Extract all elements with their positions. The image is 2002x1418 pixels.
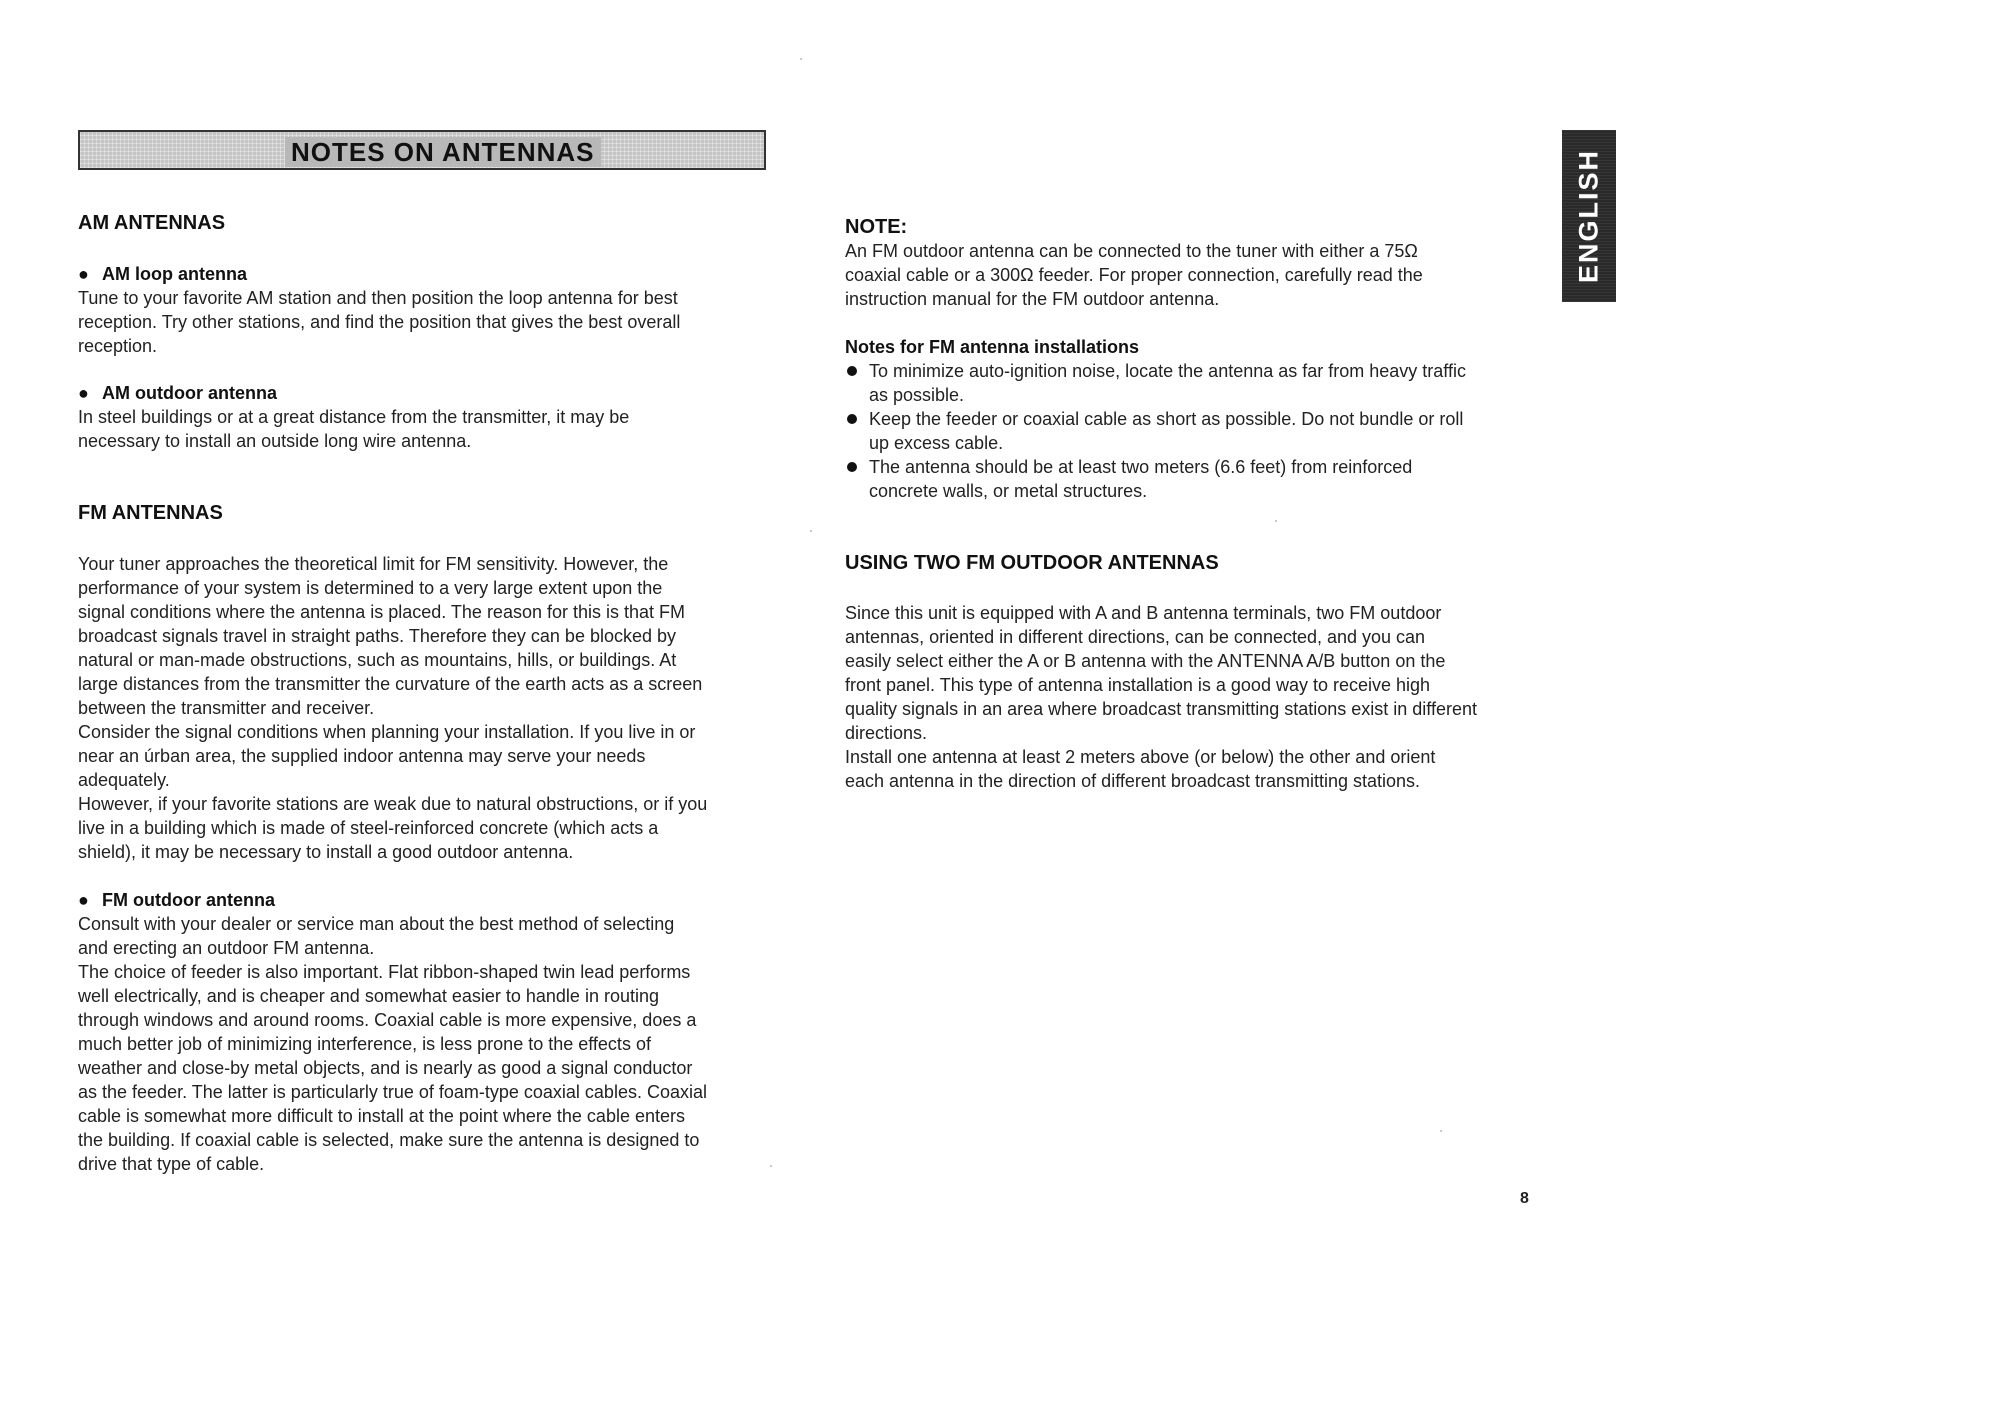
fm-outdoor-heading xyxy=(78,888,707,912)
two-fm-line: directions. xyxy=(845,723,928,743)
fm-intro-line: However, if your favorite stations are weak due to natural obstructions, or if you xyxy=(78,794,708,814)
bullet-icon: ● xyxy=(78,383,89,403)
fm-outdoor-line: The choice of feeder is also important. Flat ribbon-shaped twin lead performs xyxy=(78,962,691,982)
am-outdoor-line: In steel buildings or at a great distance from the transmitter, it may be xyxy=(78,407,630,427)
am-outdoor-section xyxy=(78,381,629,453)
list-item xyxy=(845,359,1466,407)
am-antennas-heading: AM ANTENNAS xyxy=(78,212,226,234)
list-item-line: up excess cable. xyxy=(869,433,1004,453)
note-line: An FM outdoor antenna can be connected to the tuner with either a 75Ω xyxy=(845,241,1418,261)
title-banner xyxy=(78,130,766,170)
fm-intro-line: large distances from the transmitter the curvature of the earth acts as a screen xyxy=(78,674,703,694)
bullet-icon: ● xyxy=(78,264,89,284)
language-tab-label: ENGLISH xyxy=(1573,148,1604,284)
am-loop-heading xyxy=(78,262,680,286)
install-notes-section xyxy=(845,335,1466,503)
fm-outdoor-line: well electrically, and is cheaper and somewhat easier to handle in routing xyxy=(78,986,659,1006)
two-fm-line: front panel. This type of antenna installation is a good way to receive high xyxy=(845,675,1431,695)
two-fm-line: Since this unit is equipped with A and B antenna terminals, two FM outdoor xyxy=(845,603,1442,623)
bullet-icon xyxy=(847,366,857,376)
two-fm-antennas-heading: USING TWO FM OUTDOOR ANTENNAS xyxy=(845,552,1219,574)
fm-outdoor-line: through windows and around rooms. Coaxial cable is more expensive, does a xyxy=(78,1010,697,1030)
page-title: NOTES ON ANTENNAS xyxy=(285,137,601,167)
bullet-icon xyxy=(847,414,857,424)
fm-outdoor-line: Consult with your dealer or service man about the best method of selecting xyxy=(78,914,675,934)
fm-intro-line: Consider the signal conditions when planning your installation. If you live in or xyxy=(78,722,696,742)
scan-speck xyxy=(1440,1130,1442,1132)
bullet-icon: ● xyxy=(78,890,89,910)
list-item xyxy=(845,407,1466,455)
fm-outdoor-line: the building. If coaxial cable is selected, make sure the antenna is designed to xyxy=(78,1130,700,1150)
scan-speck xyxy=(1275,520,1277,522)
list-item-line: Keep the feeder or coaxial cable as short as possible. Do not bundle or roll xyxy=(869,409,1464,429)
note-section xyxy=(845,215,1423,311)
fm-intro-line: between the transmitter and receiver. xyxy=(78,698,375,718)
fm-outdoor-line: as the feeder. The latter is particularly true of foam-type coaxial cables. Coaxial xyxy=(78,1082,707,1102)
install-notes-list xyxy=(845,359,1466,503)
two-fm-antennas-section xyxy=(845,601,1477,793)
install-notes-heading: Notes for FM antenna installations xyxy=(845,337,1140,357)
list-item-line: To minimize auto-ignition noise, locate the antenna as far from heavy traffic xyxy=(869,361,1466,381)
fm-intro-line: live in a building which is made of steel-reinforced concrete (which acts a xyxy=(78,818,659,838)
fm-intro-line: near an úrban area, the supplied indoor antenna may serve your needs xyxy=(78,746,646,766)
fm-antennas-heading: FM ANTENNAS xyxy=(78,502,223,524)
am-outdoor-heading xyxy=(78,381,629,405)
am-outdoor-line: necessary to install an outside long wire antenna. xyxy=(78,431,472,451)
list-item-line: as possible. xyxy=(869,385,965,405)
am-loop-line: reception. xyxy=(78,336,158,356)
fm-intro-line: Your tuner approaches the theoretical limit for FM sensitivity. However, the xyxy=(78,554,669,574)
language-tab xyxy=(1562,130,1616,302)
list-item xyxy=(845,455,1466,503)
am-loop-line: reception. Try other stations, and find the position that gives the best overall xyxy=(78,312,681,332)
fm-outdoor-line: cable is somewhat more difficult to install at the point where the cable enters xyxy=(78,1106,685,1126)
scan-speck xyxy=(770,1165,772,1167)
page-number: 8 xyxy=(1520,1190,1529,1207)
am-loop-line: Tune to your favorite AM station and then position the loop antenna for best xyxy=(78,288,678,308)
fm-intro-line: adequately. xyxy=(78,770,170,790)
fm-intro-line: broadcast signals travel in straight paths. Therefore they can be blocked by xyxy=(78,626,677,646)
fm-outdoor-heading-text: FM outdoor antenna xyxy=(102,890,275,910)
list-item-line: concrete walls, or metal structures. xyxy=(869,481,1148,501)
fm-outdoor-section xyxy=(78,888,707,1176)
two-fm-line: antennas, oriented in different directions, can be connected, and you can xyxy=(845,627,1426,647)
fm-intro-line: signal conditions where the antenna is placed. The reason for this is that FM xyxy=(78,602,686,622)
two-fm-line: quality signals in an area where broadcast transmitting stations exist in different xyxy=(845,699,1478,719)
am-outdoor-heading-text: AM outdoor antenna xyxy=(102,383,277,403)
fm-intro-line: natural or man-made obstructions, such as mountains, hills, or buildings. At xyxy=(78,650,677,670)
bullet-icon xyxy=(847,462,857,472)
fm-intro-line: performance of your system is determined to a very large extent upon the xyxy=(78,578,663,598)
two-fm-line: easily select either the A or B antenna with the ANTENNA A/B button on the xyxy=(845,651,1446,671)
scan-speck xyxy=(810,530,812,532)
am-loop-section xyxy=(78,262,680,358)
am-loop-heading-text: AM loop antenna xyxy=(102,264,247,284)
fm-outdoor-line: and erecting an outdoor FM antenna. xyxy=(78,938,375,958)
two-fm-line: Install one antenna at least 2 meters above (or below) the other and orient xyxy=(845,747,1436,767)
note-heading: NOTE: xyxy=(845,216,908,238)
fm-outdoor-line: much better job of minimizing interference, is less prone to the effects of xyxy=(78,1034,651,1054)
fm-outdoor-line: drive that type of cable. xyxy=(78,1154,265,1174)
scan-speck xyxy=(800,58,802,60)
fm-outdoor-line: weather and close-by metal objects, and is nearly as good a signal conductor xyxy=(78,1058,693,1078)
fm-intro-section xyxy=(78,552,707,864)
note-line: instruction manual for the FM outdoor antenna. xyxy=(845,289,1220,309)
two-fm-line: each antenna in the direction of different broadcast transmitting stations. xyxy=(845,771,1421,791)
list-item-line: The antenna should be at least two meters (6.6 feet) from reinforced xyxy=(869,457,1413,477)
note-line: coaxial cable or a 300Ω feeder. For proper connection, carefully read the xyxy=(845,265,1423,285)
fm-intro-line: shield), it may be necessary to install a good outdoor antenna. xyxy=(78,842,574,862)
